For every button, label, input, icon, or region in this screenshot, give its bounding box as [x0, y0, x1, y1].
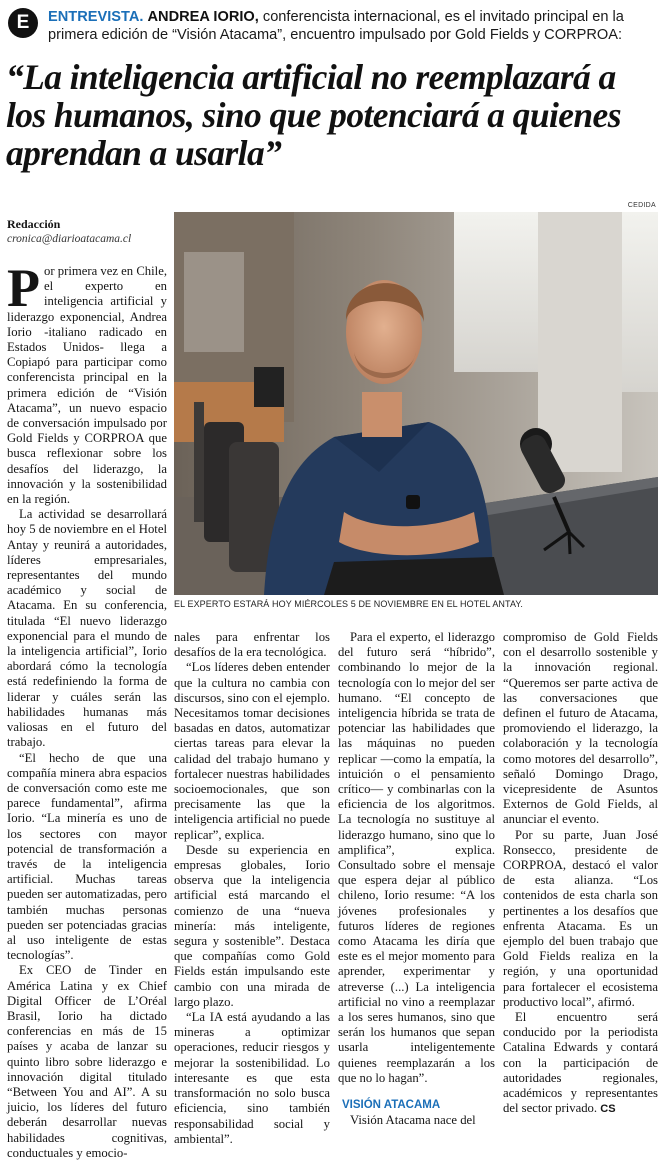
kicker-name: ANDREA IORIO, [147, 9, 259, 25]
paragraph: “La IA está ayudando a las mineras a optimizar operaciones, reducir riesgos y mejorar la sostenibilidad. Lo interesante es que esta transformación no solo busca eficiencia, sino también responsabilidad social y ambiental”. [174, 1010, 330, 1146]
column-4 [503, 630, 658, 1118]
dropcap: P [7, 258, 40, 318]
subheading: VISIÓN ATACAMA [342, 1099, 441, 1112]
photo-illustration [174, 212, 658, 595]
paragraph: Ex CEO de Tinder en América Latina y ex Chief Digital Officer de L’Oréal Brasil, Iorio ha dictado conferencias en más de 15 países y acaba de lanzar su quinto libro sobre liderazgo e innovación digital titulado “Between You and AI”. A su juicio, los líderes del futuro deberán desarrollar nuevas habilidades cognitivas, conductuales y emocio- [7, 963, 167, 1160]
byline-name: Redacción [7, 217, 61, 231]
kicker-text [48, 8, 656, 44]
kicker-section: ENTREVISTA. [48, 9, 144, 25]
paragraph: Para el experto, el liderazgo del futuro será “híbrido”, combinando lo mejor de la tecnología con lo mejor del ser humano. “El concepto de inteligencia híbrida se trata de potenciar las habilidades que las máquinas no pueden replicar —como la empatía, la intuición o el pensamiento crítico— y combinarlas con la eficiencia de los algoritmos. La tecnología no sustituye al liderazgo humano, sino que lo amplifica”, explica. Consultado sobre el mensaje que espera dejar al público chileno, Iorio resume: “A los jóvenes profesionales y futuros líderes de regiones como Atacama les diría que este es el mejor momento para aprender, experimentar y atreverse (...) La inteligencia artificial no vino a reemplazar a los seres humanos, sino que serán los humanos que sepan usarla inteligentemente quienes reemplazarán a los que no lo hagan”. [338, 630, 495, 1085]
photo-credit: CEDIDA [627, 202, 656, 209]
kicker-description: conferencista internacional, es el invitado principal en la primera edición de “Visión Atacama”, encuentro impulsado por Gold Fields y CORPROA: [48, 9, 624, 43]
paragraph: nales para enfrentar los desafíos de la era tecnológica. [174, 630, 330, 660]
paragraph: “Los líderes deben entender que la cultura no cambia con discursos, sino con el ejemplo. Necesitamos tomar decisiones basadas en datos, automatizar ciertas tareas para elevar la calidad del trabajo humano y fortalecer nuestras habilidades socioemocionales, que son precisamente las que la inteligencia artificial no puede replicar”, explica. [174, 660, 330, 842]
paragraph: “El hecho de que una compañía minera abra espacios de conversación como este me parece fundamental”, afirma Iorio. “La minería es uno de los sectores con mayor potencial de transformación a través de la inteligencia artificial. Muchas tareas pueden ser automatizadas, pero también muchas personas pueden ser potenciadas gracias al uso inteligente de estas tecnologías”. [7, 750, 167, 963]
paragraph: El encuentro será conducido por la periodista Catalina Edwards y contará con la participación de autoridades regionales, académicos y representantes del sector privado. CS [503, 1010, 658, 1116]
column-2 [174, 630, 330, 1147]
paragraph: Visión Atacama nace del [350, 1113, 476, 1128]
paragraph: La actividad se desarrollará hoy 5 de noviembre en el Hotel Antay y reunirá a autoridades, líderes empresariales, representantes del mundo académico y social de Atacama. En su conferencia, titulada “El nuevo liderazgo exponencial para el mundo de la inteligencia artificial”, Iorio abordará cómo la tecnología está redefiniendo la forma de liderar y cuáles serán las habilidades humanas más valiosas en el futuro del trabajo. [7, 507, 167, 750]
paragraph: Por primera vez en Chile, el experto en inteligencia artificial y liderazgo exponencial, Andrea Iorio -italiano radicado en Estados Unidos- llega a Copiapó para participar como conferencista principal en la primera edición de “Visión Atacama”, un nuevo espacio de conversación impulsado por Gold Fields y CORPROA que busca reflexionar sobre los desafíos del liderazgo, la innovación y la sostenibilidad en la región. [7, 258, 167, 507]
column-3 [338, 630, 495, 1129]
end-mark: CS [600, 1103, 616, 1116]
photo-caption: EL EXPERTO ESTARÁ HOY MIÉRCOLES 5 DE NOVIEMBRE EN EL HOTEL ANTAY. [174, 599, 523, 609]
kicker [8, 8, 656, 44]
headline: “La inteligencia artificial no reemplazará a los humanos, sino que potenciará a quienes aprendan a usarla” [6, 57, 621, 173]
column-1 [7, 258, 167, 1161]
byline-email[interactable]: cronica@diarioatacama.cl [7, 233, 132, 245]
paragraph: compromiso de Gold Fields con el desarrollo sostenible y la innovación regional. “Queremos ser parte activa de las conversaciones que definen el futuro de Atacama, promoviendo el liderazgo, la colaboración y la tecnología como motores del desarrollo”, señaló Domingo Drago, vicepresidente de Asuntos Externos de Gold Fields, al anunciar el evento. [503, 630, 658, 827]
byline [7, 217, 131, 247]
paragraph: Desde su experiencia en empresas globales, Iorio observa que la inteligencia artificial está marcando el comienzo de una “nueva minería: más inteligente, segura y sostenible”. Destaca que compañías como Gold Fields están impulsando este cambio con una mirada de largo plazo. [174, 842, 330, 1009]
article-photo [174, 212, 658, 595]
section-badge: E [8, 8, 38, 38]
paragraph: Por su parte, Juan José Ronsecco, presidente de CORPROA, destacó el valor de esta alianza. “Los contenidos de esta charla son pertinentes a los desafíos que enfrenta Atacama. Es un ejemplo del buen trabajo que Gold Fields realiza en la región, y una oportunidad para fortalecer el ecosistema productivo local”, afirmó. [503, 827, 658, 1009]
